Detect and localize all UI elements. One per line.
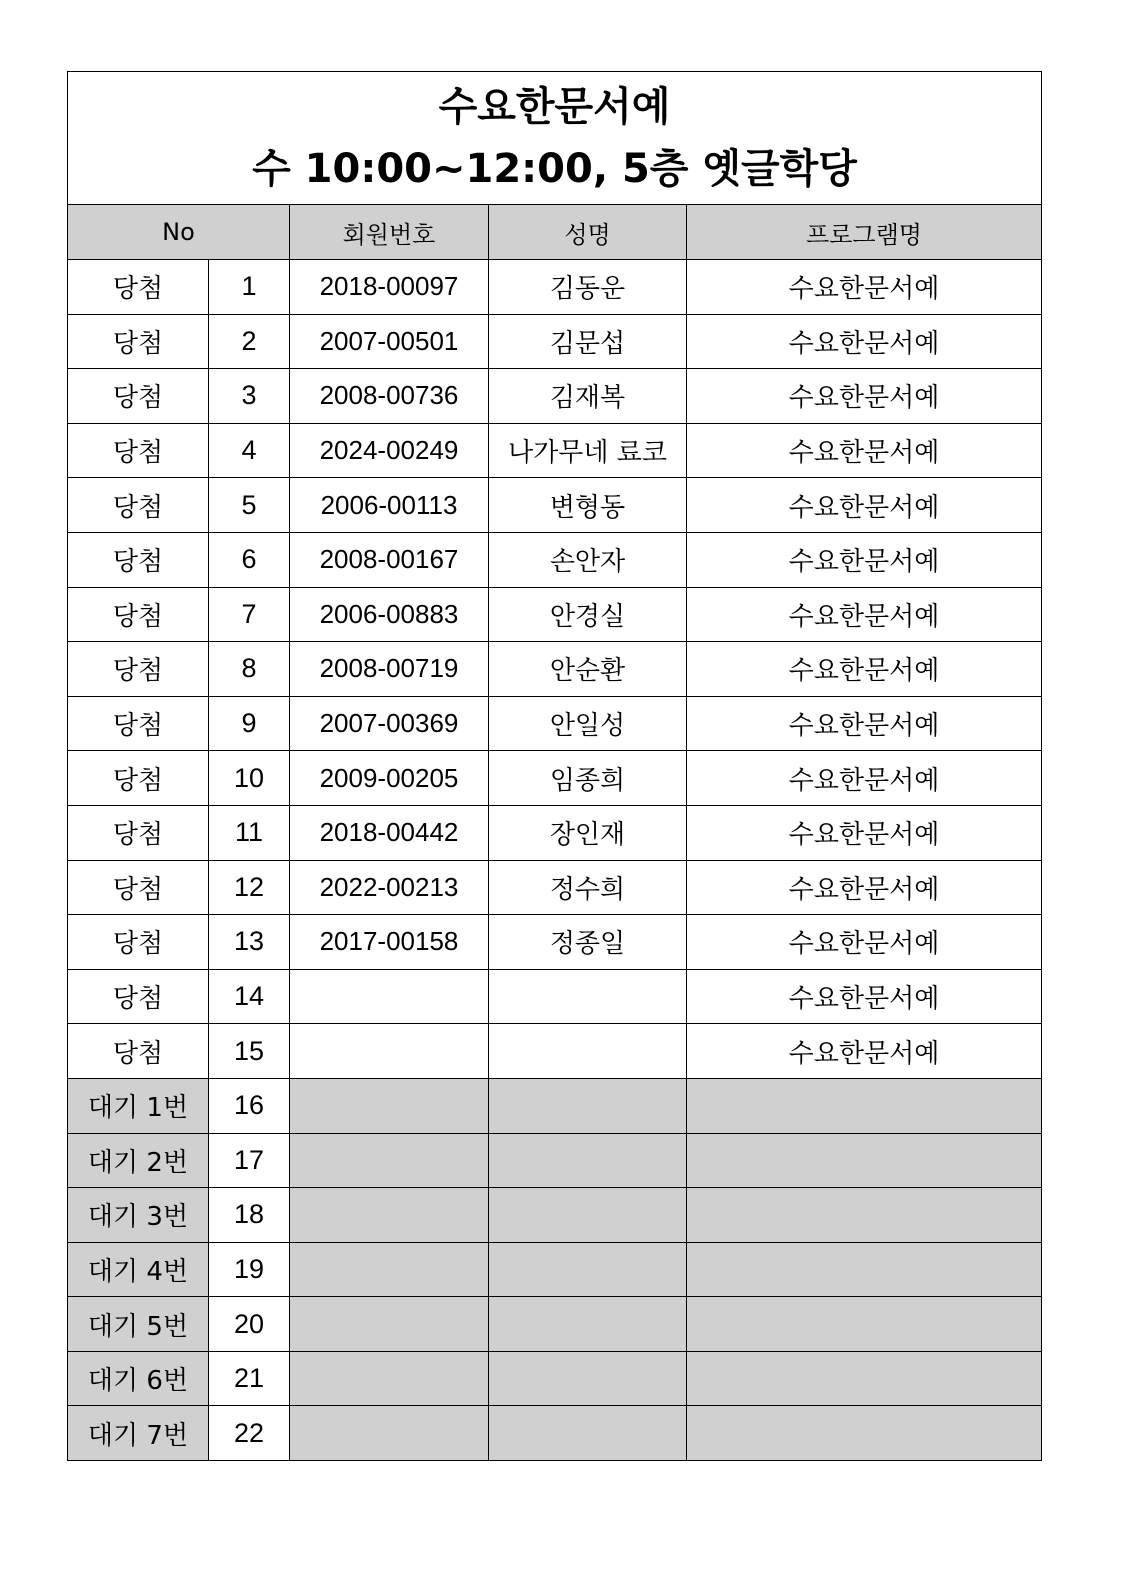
cell-member-no: 2008-00736 <box>290 369 489 424</box>
cell-member-no <box>290 1351 489 1406</box>
cell-name: 장인재 <box>489 805 687 860</box>
cell-status: 대기 6번 <box>68 1351 209 1406</box>
cell-program <box>687 1242 1042 1297</box>
cell-no: 1 <box>209 260 290 315</box>
table-row <box>68 1078 1042 1133</box>
cell-program <box>687 1297 1042 1352</box>
cell-member-no <box>290 969 489 1024</box>
cell-program: 수요한문서예 <box>687 1024 1042 1079</box>
cell-no: 22 <box>209 1406 290 1461</box>
cell-name: 안경실 <box>489 587 687 642</box>
table-row <box>68 696 1042 751</box>
cell-name <box>489 1078 687 1133</box>
cell-name: 안일성 <box>489 696 687 751</box>
cell-no: 7 <box>209 587 290 642</box>
cell-no: 5 <box>209 478 290 533</box>
cell-program <box>687 1406 1042 1461</box>
cell-status: 당첨 <box>68 751 209 806</box>
table-row <box>68 751 1042 806</box>
cell-name: 안순환 <box>489 642 687 697</box>
cell-name: 손안자 <box>489 532 687 587</box>
cell-program <box>687 1078 1042 1133</box>
table-row <box>68 478 1042 533</box>
cell-member-no: 2022-00213 <box>290 860 489 915</box>
cell-no: 6 <box>209 532 290 587</box>
cell-program: 수요한문서예 <box>687 860 1042 915</box>
cell-no: 13 <box>209 915 290 970</box>
cell-no: 19 <box>209 1242 290 1297</box>
cell-no: 18 <box>209 1188 290 1243</box>
cell-name <box>489 1188 687 1243</box>
cell-name <box>489 1406 687 1461</box>
cell-member-no: 2008-00167 <box>290 532 489 587</box>
cell-status: 대기 4번 <box>68 1242 209 1297</box>
cell-program: 수요한문서예 <box>687 532 1042 587</box>
cell-status: 당첨 <box>68 260 209 315</box>
cell-member-no: 2007-00501 <box>290 314 489 369</box>
cell-no: 12 <box>209 860 290 915</box>
table-row <box>68 1242 1042 1297</box>
table-row <box>68 1351 1042 1406</box>
cell-program <box>687 1351 1042 1406</box>
table-body <box>68 260 1042 1461</box>
cell-member-no: 2018-00442 <box>290 805 489 860</box>
document-title <box>68 72 1042 205</box>
table-row <box>68 1406 1042 1461</box>
table-row <box>68 860 1042 915</box>
cell-member-no: 2018-00097 <box>290 260 489 315</box>
cell-no: 17 <box>209 1133 290 1188</box>
cell-program: 수요한문서예 <box>687 969 1042 1024</box>
cell-member-no <box>290 1133 489 1188</box>
cell-no: 10 <box>209 751 290 806</box>
table-row <box>68 369 1042 424</box>
cell-name: 김동운 <box>489 260 687 315</box>
table-row <box>68 642 1042 697</box>
header-program: 프로그램명 <box>687 205 1042 260</box>
cell-program: 수요한문서예 <box>687 751 1042 806</box>
cell-name: 정종일 <box>489 915 687 970</box>
cell-name: 정수희 <box>489 860 687 915</box>
table-row <box>68 805 1042 860</box>
cell-name <box>489 1297 687 1352</box>
cell-status: 대기 7번 <box>68 1406 209 1461</box>
cell-no: 20 <box>209 1297 290 1352</box>
cell-no: 8 <box>209 642 290 697</box>
cell-status: 당첨 <box>68 696 209 751</box>
cell-no: 11 <box>209 805 290 860</box>
cell-no: 2 <box>209 314 290 369</box>
cell-program: 수요한문서예 <box>687 696 1042 751</box>
cell-status: 당첨 <box>68 423 209 478</box>
cell-program: 수요한문서예 <box>687 805 1042 860</box>
cell-program: 수요한문서예 <box>687 423 1042 478</box>
cell-status: 당첨 <box>68 369 209 424</box>
cell-member-no: 2008-00719 <box>290 642 489 697</box>
cell-member-no: 2006-00113 <box>290 478 489 533</box>
cell-name <box>489 1133 687 1188</box>
title-schedule: 수 10:00~12:00, 5층 옛글학당 <box>252 146 857 192</box>
cell-program: 수요한문서예 <box>687 642 1042 697</box>
header-no: No <box>68 205 290 260</box>
cell-member-no: 2009-00205 <box>290 751 489 806</box>
cell-name <box>489 1024 687 1079</box>
cell-member-no: 2006-00883 <box>290 587 489 642</box>
table-row <box>68 587 1042 642</box>
table-row <box>68 1024 1042 1079</box>
cell-status: 당첨 <box>68 587 209 642</box>
cell-name <box>489 969 687 1024</box>
table-row <box>68 969 1042 1024</box>
cell-no: 9 <box>209 696 290 751</box>
cell-status: 당첨 <box>68 314 209 369</box>
cell-program: 수요한문서예 <box>687 260 1042 315</box>
cell-status: 당첨 <box>68 805 209 860</box>
table-row <box>68 1188 1042 1243</box>
lottery-result-table <box>67 71 1042 1461</box>
table-row <box>68 1297 1042 1352</box>
cell-no: 3 <box>209 369 290 424</box>
cell-status: 당첨 <box>68 969 209 1024</box>
cell-no: 21 <box>209 1351 290 1406</box>
cell-no: 15 <box>209 1024 290 1079</box>
header-name: 성명 <box>489 205 687 260</box>
cell-no: 16 <box>209 1078 290 1133</box>
cell-status: 대기 3번 <box>68 1188 209 1243</box>
column-header-row <box>68 205 1042 260</box>
cell-name: 나가무네 료코 <box>489 423 687 478</box>
cell-status: 당첨 <box>68 860 209 915</box>
cell-member-no <box>290 1078 489 1133</box>
cell-status: 당첨 <box>68 642 209 697</box>
cell-name <box>489 1351 687 1406</box>
cell-status: 당첨 <box>68 478 209 533</box>
cell-name: 김문섭 <box>489 314 687 369</box>
cell-name: 변형동 <box>489 478 687 533</box>
cell-status: 대기 1번 <box>68 1078 209 1133</box>
title-program-name: 수요한문서예 <box>438 84 671 130</box>
table-row <box>68 532 1042 587</box>
cell-program: 수요한문서예 <box>687 314 1042 369</box>
cell-status: 당첨 <box>68 1024 209 1079</box>
cell-member-no <box>290 1188 489 1243</box>
cell-member-no <box>290 1406 489 1461</box>
cell-status: 대기 5번 <box>68 1297 209 1352</box>
cell-program <box>687 1188 1042 1243</box>
cell-program: 수요한문서예 <box>687 369 1042 424</box>
cell-member-no <box>290 1242 489 1297</box>
table-row <box>68 423 1042 478</box>
table-row <box>68 260 1042 315</box>
cell-status: 당첨 <box>68 915 209 970</box>
table-row <box>68 1133 1042 1188</box>
cell-program: 수요한문서예 <box>687 478 1042 533</box>
table-row <box>68 915 1042 970</box>
cell-name: 김재복 <box>489 369 687 424</box>
cell-name: 임종희 <box>489 751 687 806</box>
header-member-no: 회원번호 <box>290 205 489 260</box>
cell-member-no <box>290 1297 489 1352</box>
table-row <box>68 314 1042 369</box>
cell-member-no: 2017-00158 <box>290 915 489 970</box>
cell-program: 수요한문서예 <box>687 915 1042 970</box>
cell-status: 대기 2번 <box>68 1133 209 1188</box>
cell-no: 4 <box>209 423 290 478</box>
cell-member-no <box>290 1024 489 1079</box>
cell-program <box>687 1133 1042 1188</box>
cell-status: 당첨 <box>68 532 209 587</box>
cell-member-no: 2007-00369 <box>290 696 489 751</box>
cell-program: 수요한문서예 <box>687 587 1042 642</box>
cell-name <box>489 1242 687 1297</box>
cell-member-no: 2024-00249 <box>290 423 489 478</box>
cell-no: 14 <box>209 969 290 1024</box>
